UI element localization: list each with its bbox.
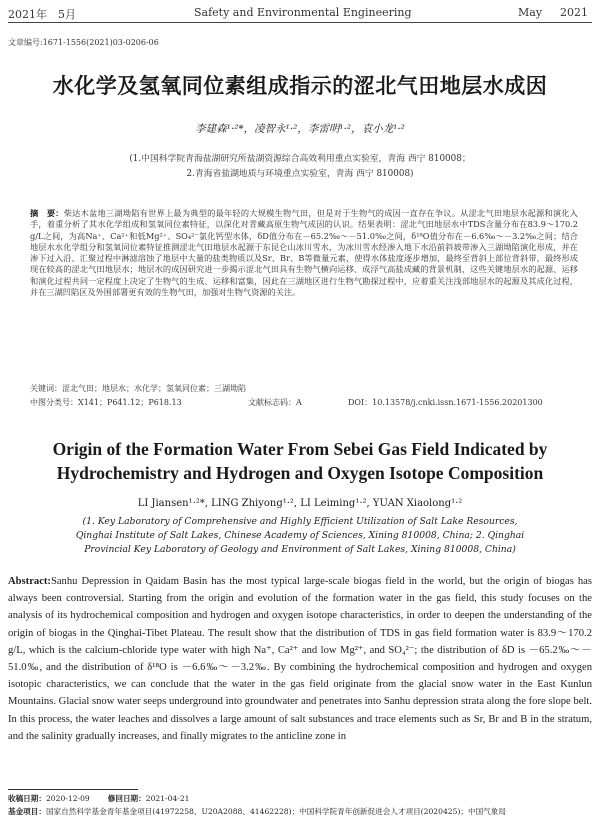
- running-header-month: May: [518, 6, 543, 19]
- article-number: 文章编号:1671-1556(2021)03-0206-06: [8, 38, 159, 47]
- chinese-keywords: 关键词：涩北气田；地层水；水化学；氢氧同位素；三湖坳陷: [30, 384, 246, 393]
- footnote-dates: [8, 793, 190, 804]
- english-affiliation-1: (1. Key Laboratory of Comprehensive and Highly Efficient Utilization of Salt Lake Resources,: [82, 516, 518, 527]
- running-header: [8, 6, 592, 22]
- english-abstract-label: Abstract:: [8, 576, 51, 587]
- chinese-abstract: [30, 208, 578, 298]
- document-code: 文献标志码：A: [248, 398, 302, 407]
- english-affiliation-3: Provincial Key Laboratory of Geology and Environment of Salt Lakes, Xining 810008, China): [84, 544, 516, 555]
- fund-text: 国家自然科学基金青年基金项目(41972258、U20A2088、41462228)；中国科学院青年创新促进会人才项目(2020425)；中国气象局: [45, 807, 506, 816]
- chinese-title: 水化学及氢氧同位素组成指示的涩北气田地层水成因: [52, 74, 548, 98]
- footnote-rule: [8, 789, 138, 790]
- running-header-year: 2021: [560, 6, 588, 19]
- english-abstract-text: Sanhu Depression in Qaidam Basin has the most typical large-scale biogas field in the world, but the origin of biogas has always been controversial. Starting from the origin and evolution of the formation water in the gas field, this study focuses on the analysis of its hydrochemical composition and hydrogen and oxygen isotope characteristics, in order to deepen the understanding of the origin of biogas in the Qinghai-Tibet Plateau. The result show that the distribution of TDS in gas field formation water is 83.9～170.2 g/L, which is the calcium-chloride type water with high Na⁺, Ca²⁺ and low Mg²⁺, and SO₄²⁻; the distribution of δD is －65.2‰～－51.0‰, and the distribution of δ¹⁸O is －6.6‰～－3.2‰. By combining the hydrochemical composition and hydrogen and oxygen isotopic characteristics, we can conclude that the water in the gas field originate from the glacial snow water in the East Kunlun Mountains. Glacial snow water seeps underground into groundwater and penetrates into Sanhu depression strata along the fore slope belt. In this process, the water leaches and dissolves a large amount of salt substances and trace elements such as Sr, Br and B in the stratum, and the salinity gradually increases, and finally migrates to the anticline zone in: [8, 576, 592, 742]
- chinese-affiliation-2: 2.青海省盐湖地质与环境重点实验室，青海 西宁 810008): [186, 169, 414, 179]
- footnote-fund: [8, 806, 592, 817]
- chinese-authors: 李建森¹·²*，凌智永¹·²，李雷明¹·²，袁小龙¹·²: [195, 123, 405, 135]
- revised-label: 修回日期：: [107, 794, 146, 803]
- received-date: 2020-12-09: [45, 794, 90, 803]
- chinese-abstract-label: 摘 要：: [30, 208, 64, 218]
- revised-date: 2021-04-21: [145, 794, 190, 803]
- english-affiliation-2: Qinghai Institute of Salt Lakes, Chinese Academy of Sciences, Xining 810008, China; 2. Qinghai: [75, 530, 525, 541]
- english-authors: LI Jiansen¹·²*, LING Zhiyong¹·², LI Leiming¹·², YUAN Xiaolong¹·²: [137, 498, 463, 509]
- chinese-affiliation-1: (1.中国科学院青海盐湖研究所盐湖资源综合高效利用重点实验室，青海 西宁 810008；: [129, 154, 471, 164]
- clc-number: 中图分类号：X141；P641.12；P618.13: [30, 398, 182, 407]
- running-header-journal: Safety and Environmental Engineering: [194, 6, 412, 19]
- english-title: Origin of the Formation Water From Sebei Gas Field Indicated by Hydrochemistry and Hydrogen and Oxygen Isotope Composition: [52, 439, 548, 483]
- received-label: 收稿日期：: [8, 794, 46, 803]
- running-header-date: 2021年 5月: [8, 8, 76, 21]
- fund-label: 基金项目：: [8, 807, 46, 816]
- english-abstract: [8, 573, 592, 745]
- header-rule: [8, 22, 592, 23]
- doi: DOI：10.13578/j.cnki.issn.1671-1556.20201300: [348, 398, 543, 407]
- chinese-abstract-text: 柴达木盆地三湖坳陷有世界上最为典型的最年轻的大规模生物气田，但是对于生物气的成因一直存在争议。从涩北气田地层水起源和演化入手，着重分析了其水化学组成和氢氧同位素特征，以深化对青藏高原生物气成因的认识。结果表明：涩北气田地层水中TDS含量分布在83.9～170.2 g/L之间，为高Na⁺、Ca²⁺和低Mg²⁺、SO₄²⁻氯化钙型水体，δD值分布在－65.2‰～－51.0‰之间，δ¹⁸O值分布在－6.6‰～－3.2‰之间；结合地层水水化学组分和氢氧同位素特征推测涩北气田地层水起源于东昆仑山冰川雪水，为冰川雪水经渗入地下水沿前斜坡带渗入三湖坳陷演化形成，并在渗下过入沿、汇聚过程中淋滤溶蚀了地层中大量的盐类物质以及Sr、Br、B等微量元素，使得水体盐度逐步增加，最终至背斜上部位背斜带，最终形成现在较高的涩北气田地层水；地层水的成因研究进一步揭示涩北气田具有生物气横向运移、成浮气高盐成藏的背景机制，这些关键地层水的起源、运移和演化过程共同一定程度上决定了生物气的生成、运移和富集，因此在三湖地区进行生物气勘探过程中，应着重关注浅部地层水的起源及其成化过程，并在三湖凹陷区及外围部署更有效的生物气田，加强对生物气资源的关注。: [30, 208, 578, 298]
